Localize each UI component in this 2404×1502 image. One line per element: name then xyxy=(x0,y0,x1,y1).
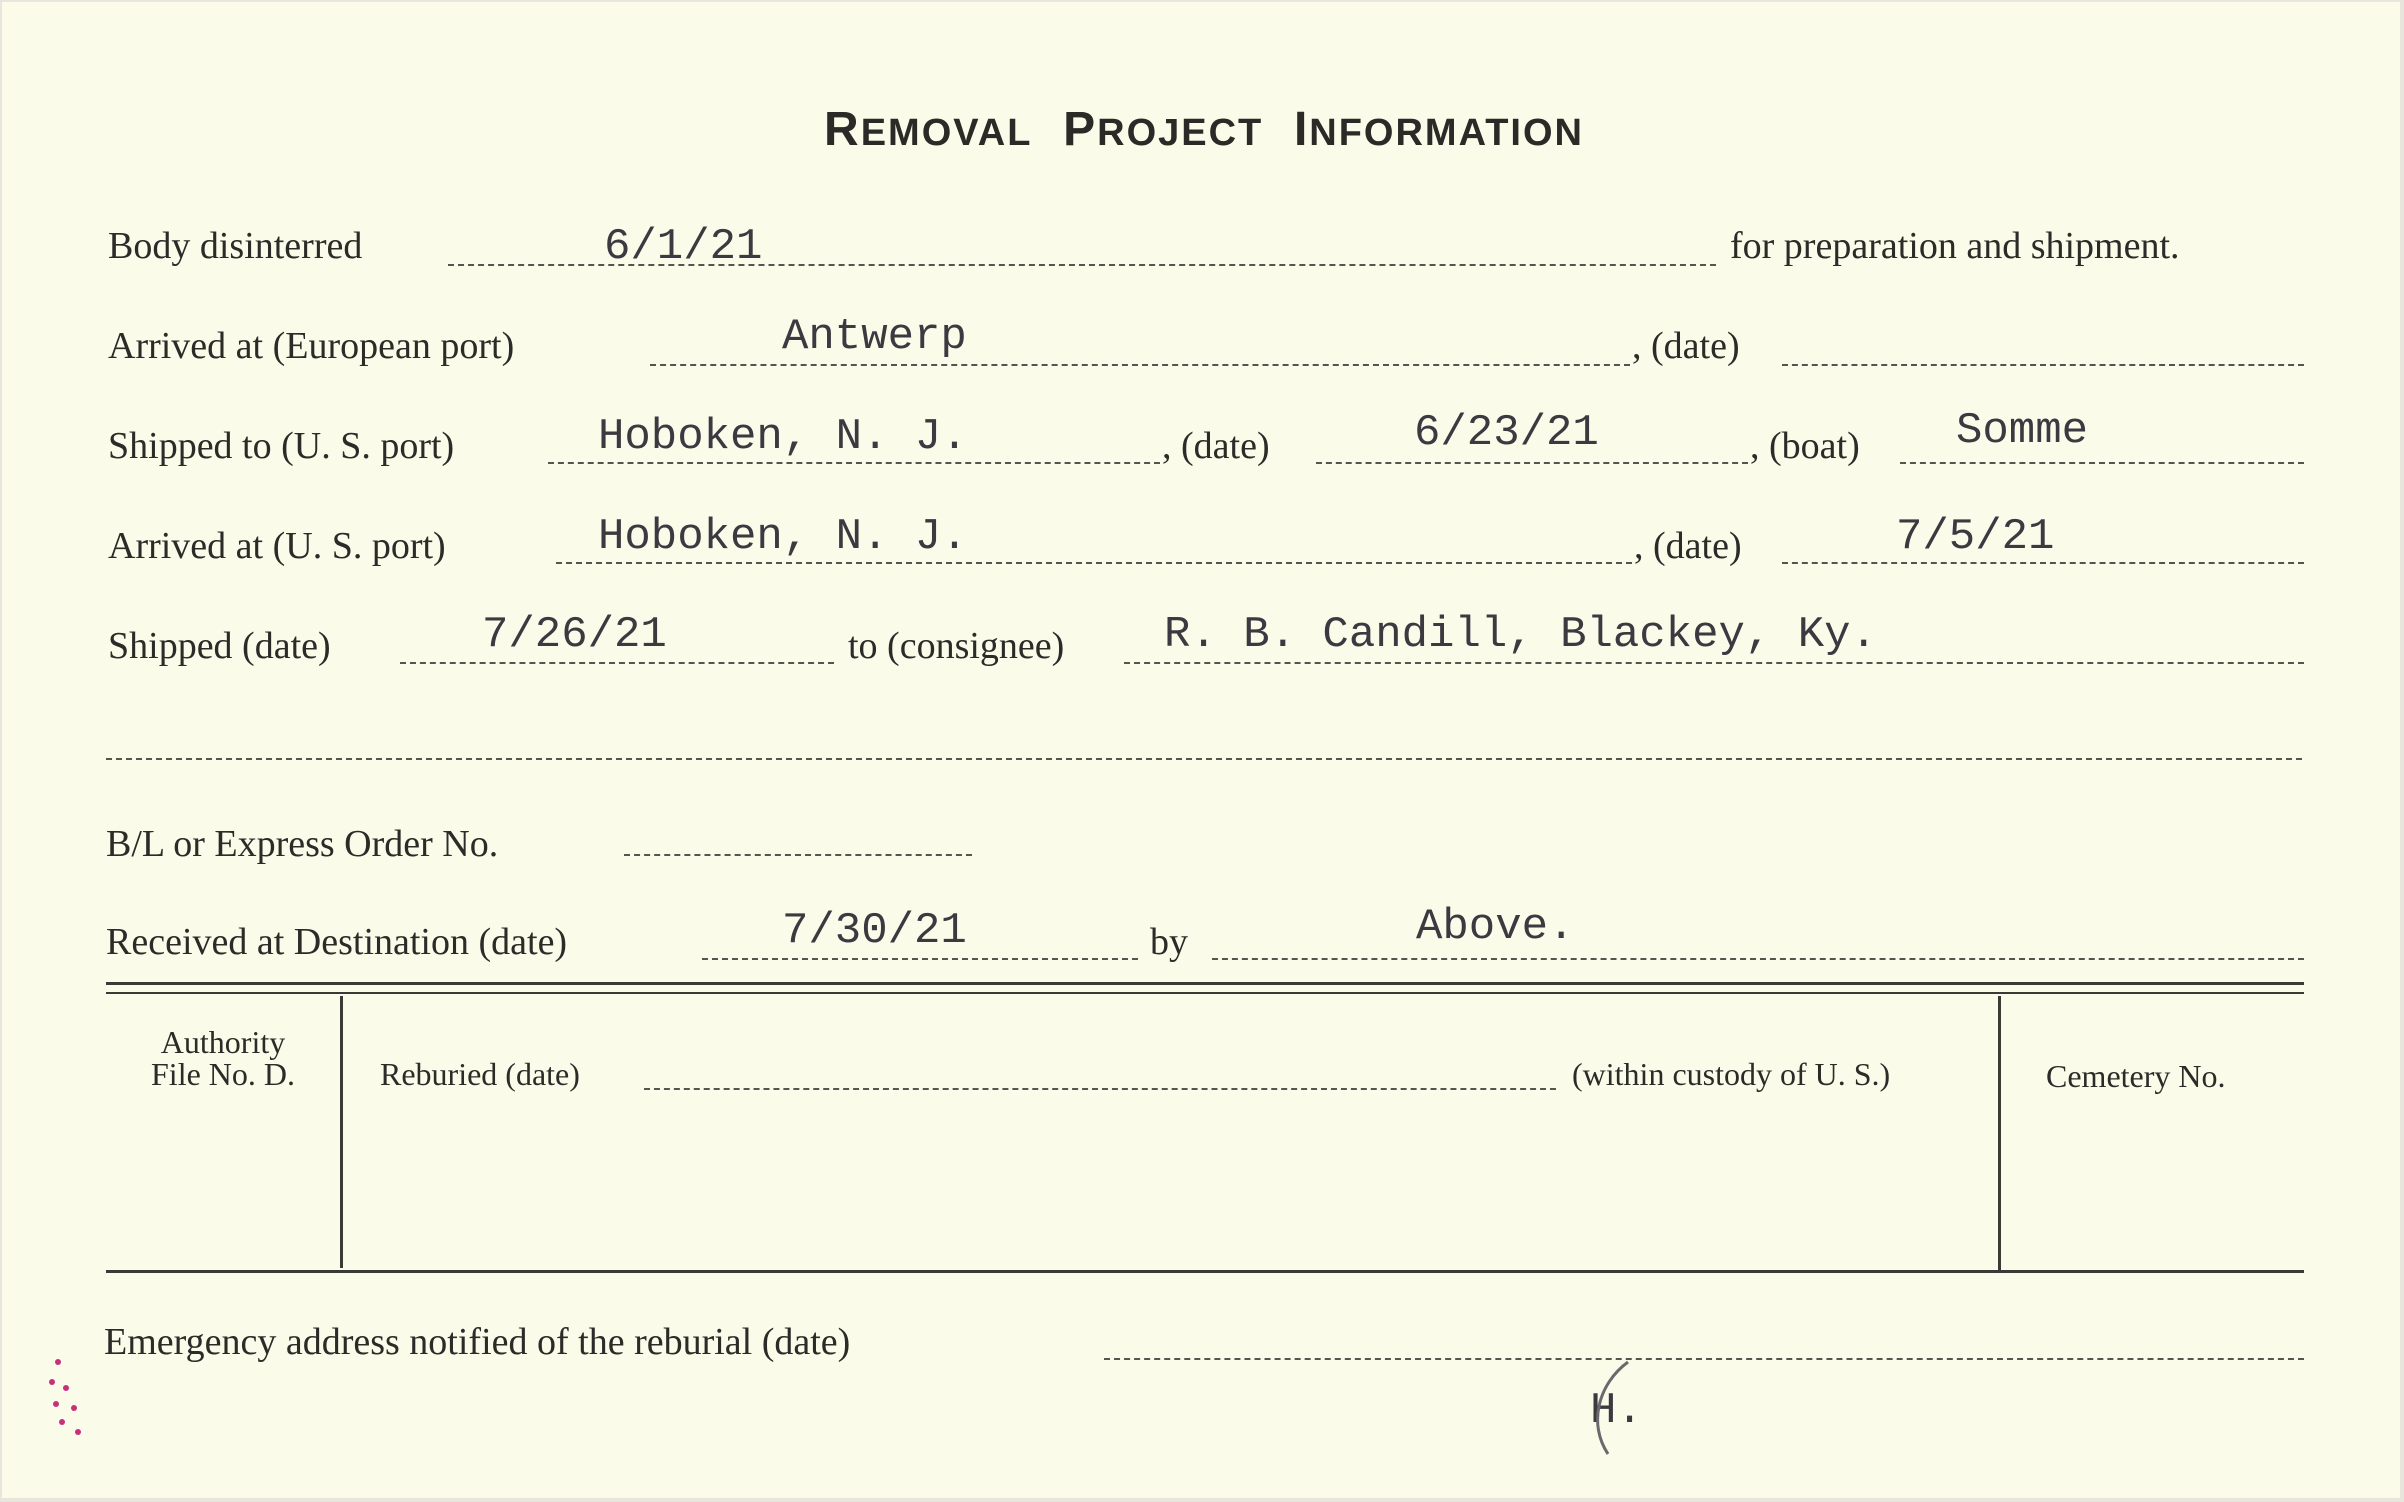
received-date-line xyxy=(702,958,1138,960)
consignee-value: R. B. Candill, Blackey, Ky. xyxy=(1164,610,1877,660)
initial-mark: H. xyxy=(1590,1386,1643,1436)
authority-label-2: File No. D. xyxy=(151,1056,295,1092)
cemetery-label: Cemetery No. xyxy=(2046,1058,2226,1094)
shipped-us-boat-value: Somme xyxy=(1956,406,2089,456)
consignee-label: to (consignee) xyxy=(848,625,1065,667)
card-title: REMOVAL PROJECT INFORMATION xyxy=(824,103,1584,156)
received-label: Received at Destination (date) xyxy=(106,921,568,963)
emergency-line xyxy=(1104,1358,2304,1360)
bl-line xyxy=(624,854,972,856)
consignee-line xyxy=(1124,662,2304,664)
shipped-date-value: 7/26/21 xyxy=(482,610,667,660)
arrived-eu-label: Arrived at (European port) xyxy=(108,325,515,367)
shipped-us-port-line xyxy=(548,462,1160,464)
authority-label-1: Authority xyxy=(160,1024,286,1060)
red-stamp-icon xyxy=(40,1352,90,1462)
shipped-label: Shipped (date) xyxy=(108,625,331,667)
arrived-us-date-value: 7/5/21 xyxy=(1896,512,2055,562)
arrived-eu-date-line xyxy=(1782,364,2304,366)
table-divider-right xyxy=(1998,996,2001,1272)
arrived-eu-date-label: , (date) xyxy=(1632,325,1740,367)
custody-label: (within custody of U. S.) xyxy=(1572,1056,1891,1092)
bl-label: B/L or Express Order No. xyxy=(106,823,499,865)
shipped-us-label: Shipped to (U. S. port) xyxy=(108,425,455,467)
arrived-us-port-value: Hoboken, N. J. xyxy=(598,512,968,562)
table-divider-left xyxy=(340,996,343,1268)
received-date-value: 7/30/21 xyxy=(782,906,967,956)
disinterred-label: Body disinterred xyxy=(108,225,363,267)
shipped-us-boat-label: , (boat) xyxy=(1750,425,1860,467)
shipped-us-date-label: , (date) xyxy=(1162,425,1270,467)
table-bottom-rule xyxy=(106,1270,2304,1273)
shipped-us-port-value: Hoboken, N. J. xyxy=(598,412,968,462)
arrived-eu-line xyxy=(650,364,1630,366)
shipped-date-line xyxy=(400,662,834,664)
reburied-label: Reburied (date) xyxy=(380,1056,580,1092)
shipped-us-date-line xyxy=(1316,462,1748,464)
arrived-us-port-line xyxy=(556,562,1632,564)
reburied-line xyxy=(644,1088,1556,1090)
blank-line xyxy=(106,758,2302,760)
arrived-us-date-label: , (date) xyxy=(1634,525,1742,567)
check-mark-icon xyxy=(1588,1354,1658,1464)
removal-project-card xyxy=(2,2,2400,1498)
arrived-us-label: Arrived at (U. S. port) xyxy=(108,525,446,567)
disinterred-value: 6/1/21 xyxy=(604,222,763,272)
disinterred-suffix: for preparation and shipment. xyxy=(1730,225,2180,267)
emergency-label: Emergency address notified of the reburial (date) xyxy=(104,1321,851,1363)
arrived-eu-port-value: Antwerp xyxy=(782,312,967,362)
received-by-value: Above. xyxy=(1416,902,1575,952)
table-top-rule xyxy=(106,982,2304,985)
received-by-label: by xyxy=(1150,921,1188,963)
shipped-us-date-value: 6/23/21 xyxy=(1414,408,1599,458)
received-by-line xyxy=(1212,958,2304,960)
shipped-us-boat-line xyxy=(1900,462,2304,464)
arrived-us-date-line xyxy=(1782,562,2304,564)
table-top-rule-inner xyxy=(106,992,2304,994)
